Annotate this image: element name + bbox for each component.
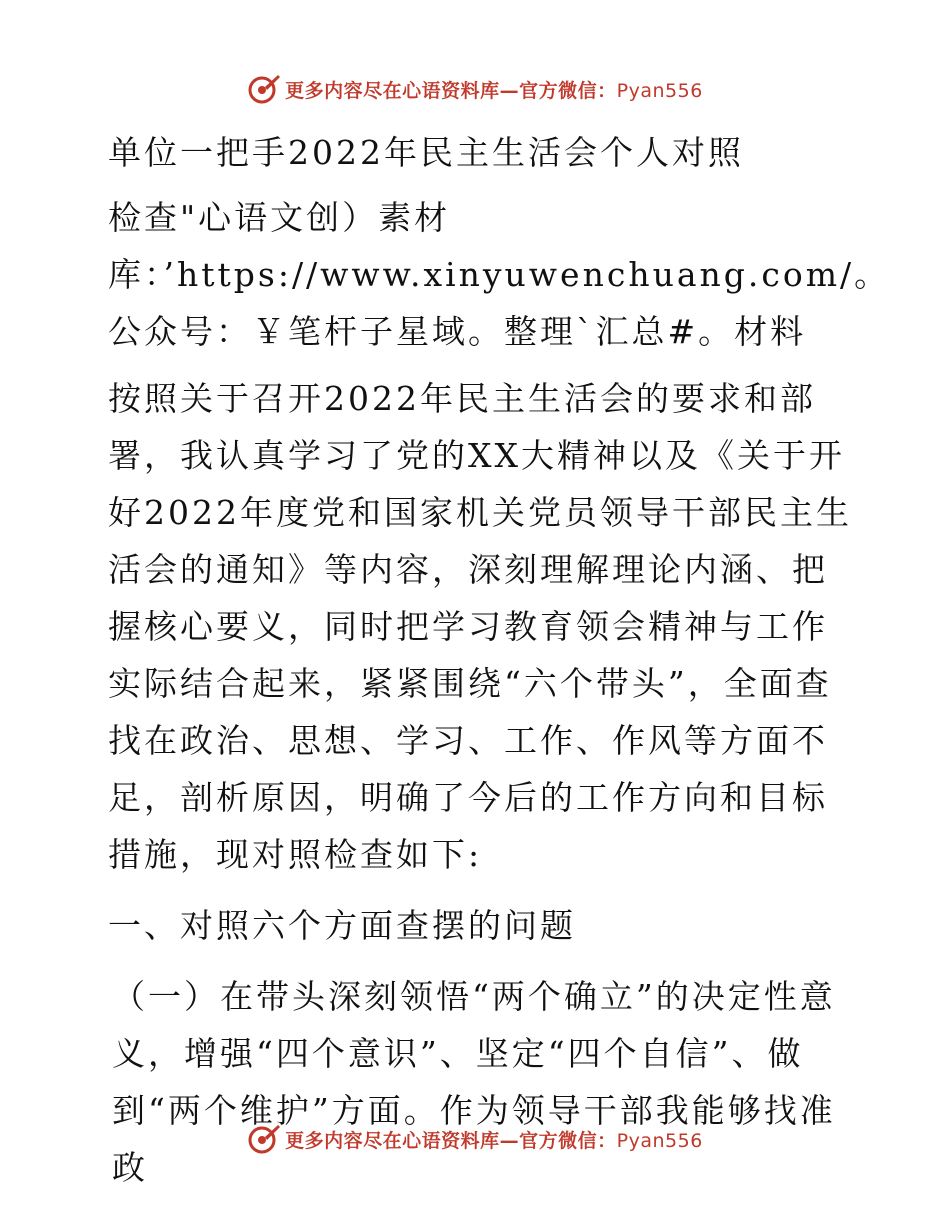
- pen-logo-icon: [247, 1122, 281, 1156]
- footer-banner: [0, 1122, 950, 1156]
- header-banner: [0, 72, 950, 106]
- banner-slogan: 更多内容尽在心语资料库—官方微信：: [285, 1129, 617, 1152]
- subsection-heading: （一）在带头深刻领悟“两个确立”的决定性意义，增强“四个意识”、坚定“四个自信”、做到“两个维护”方面。作为领导干部我能够找准政: [112, 977, 836, 1187]
- wechat-id: Pyan556: [616, 79, 703, 102]
- paragraph-intro: 按照关于召开2022年民主生活会的要求和部署，我认真学习了党的XX大精神以及《关于开好2022年度党和国家机关党员领导干部民主生活会的通知》等内容，深刻理解理论内涵、把握核心要义，同时把学习教育领会精神与工作实际结合起来，紧紧围绕“六个带头”，全面查找在政治、思想、学习、工作、作风等方面不足，剖析原因，明确了今后的工作方向和目标措施，现对照检查如下:: [108, 379, 852, 874]
- section-heading: 一、对照六个方面查摆的问题: [108, 906, 576, 945]
- banner-slogan: 更多内容尽在心语资料库—官方微信：: [285, 79, 617, 102]
- document-title: 单位一把手2022年民主生活会个人对照: [108, 133, 744, 172]
- pen-logo-icon: [247, 72, 281, 106]
- document-body: [98, 124, 891, 1196]
- banner-text: [285, 76, 703, 103]
- wechat-id: Pyan556: [616, 1129, 703, 1152]
- banner-text: [285, 1126, 703, 1153]
- paragraph-source-note: 检查"心语文创）素材库：’https://www.xinyuwenchuang.com/。公众号：￥笔杆子星域。整理`汇总#。材料: [108, 198, 891, 351]
